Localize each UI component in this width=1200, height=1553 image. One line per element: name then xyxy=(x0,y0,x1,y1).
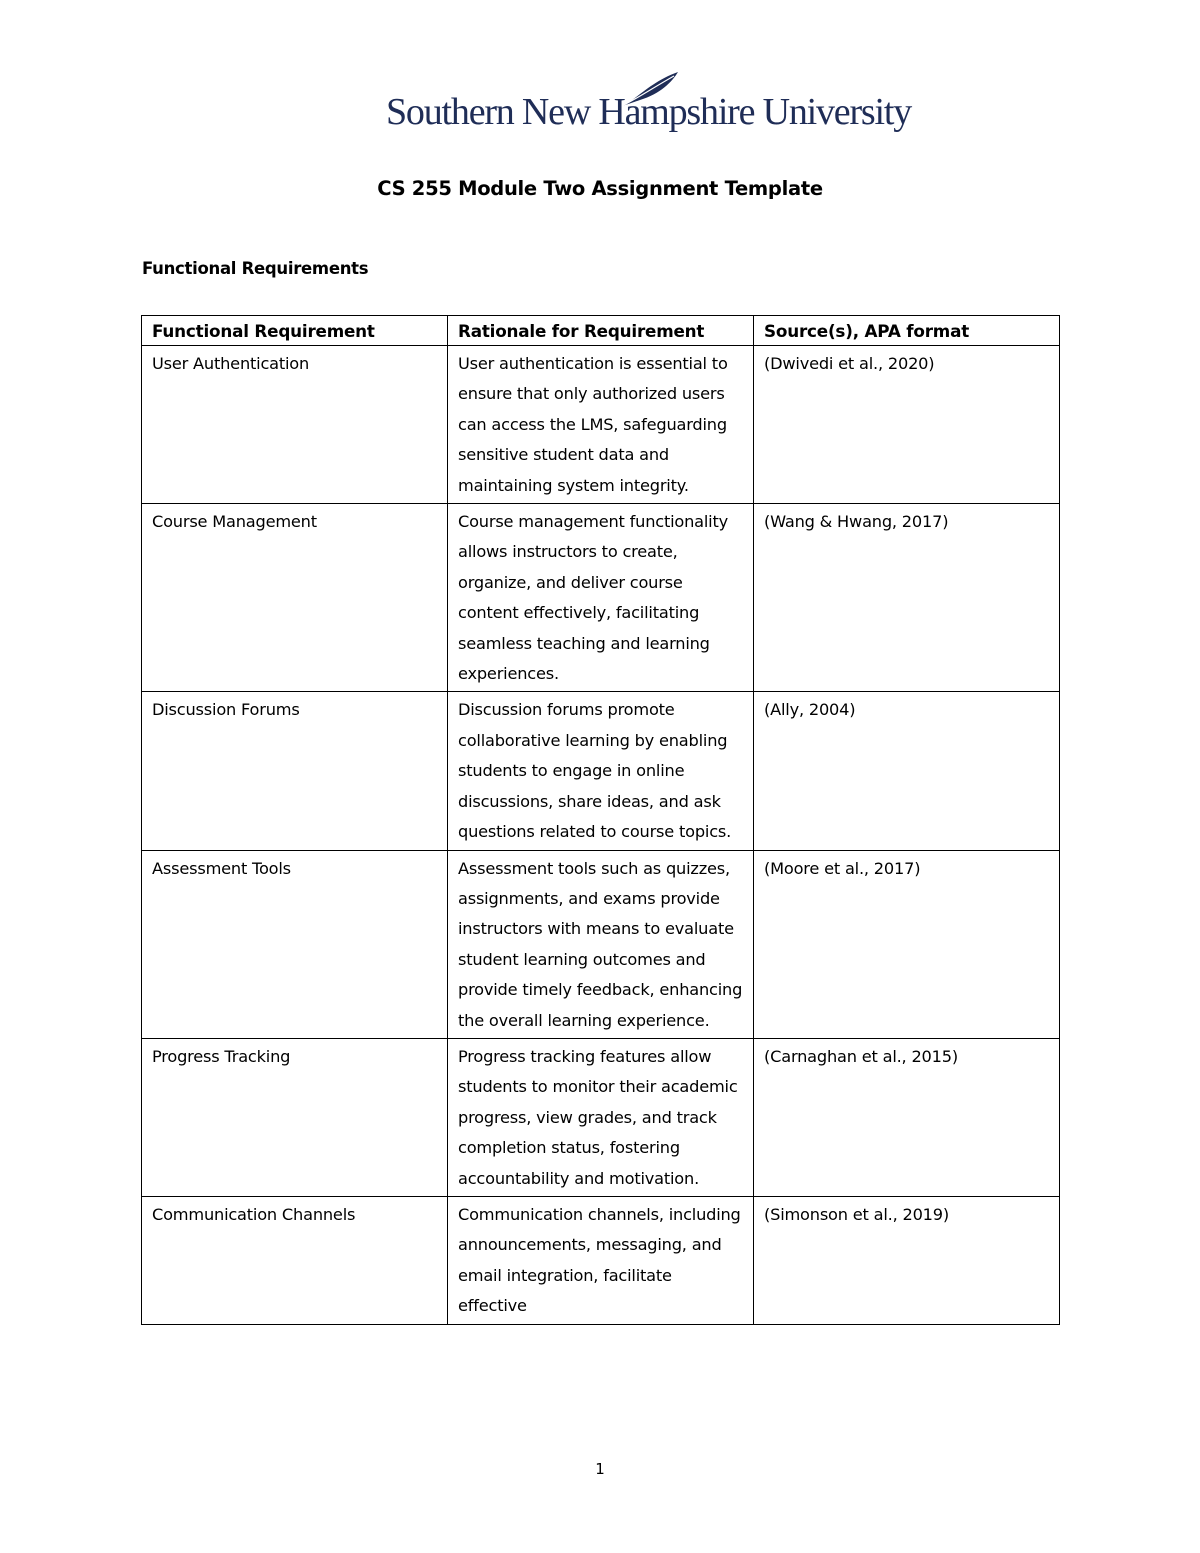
rationale-cell: Communication channels, including announcements, messaging, and email integration, facilitate effective xyxy=(448,1196,754,1324)
column-header: Rationale for Requirement xyxy=(448,316,754,346)
table-row xyxy=(142,692,1060,850)
logo-wordmark: Southern New Hampshire University xyxy=(386,91,912,133)
source-cell: (Carnaghan et al., 2015) xyxy=(754,1038,1060,1196)
rationale-cell: User authentication is essential to ensure that only authorized users can access the LMS, safeguarding sensitive student data and maintaining system integrity. xyxy=(448,346,754,504)
requirement-cell: Discussion Forums xyxy=(142,692,448,850)
source-cell: (Moore et al., 2017) xyxy=(754,850,1060,1038)
table-row xyxy=(142,1196,1060,1324)
requirement-cell: Progress Tracking xyxy=(142,1038,448,1196)
requirement-cell: Assessment Tools xyxy=(142,850,448,1038)
source-cell: (Simonson et al., 2019) xyxy=(754,1196,1060,1324)
table-header-row xyxy=(142,316,1060,346)
page-title: CS 255 Module Two Assignment Template xyxy=(377,177,823,200)
table-row xyxy=(142,1038,1060,1196)
rationale-cell: Assessment tools such as quizzes, assignments, and exams provide instructors with means to evaluate student learning outcomes and provide timely feedback, enhancing the overall learning experience. xyxy=(448,850,754,1038)
table-row xyxy=(142,850,1060,1038)
source-cell: (Dwivedi et al., 2020) xyxy=(754,346,1060,504)
requirements-table xyxy=(141,315,1060,1325)
column-header: Source(s), APA format xyxy=(754,316,1060,346)
rationale-cell: Progress tracking features allow students to monitor their academic progress, view grades, and track completion status, fostering accountability and motivation. xyxy=(448,1038,754,1196)
requirement-cell: User Authentication xyxy=(142,346,448,504)
source-cell: (Wang & Hwang, 2017) xyxy=(754,504,1060,692)
requirement-cell: Course Management xyxy=(142,504,448,692)
university-logo xyxy=(386,70,912,136)
rationale-cell: Course management functionality allows instructors to create, organize, and deliver course content effectively, facilitating seamless teaching and learning experiences. xyxy=(448,504,754,692)
table-row xyxy=(142,504,1060,692)
page-number: 1 xyxy=(595,1460,605,1478)
table-row xyxy=(142,346,1060,504)
source-cell: (Ally, 2004) xyxy=(754,692,1060,850)
column-header: Functional Requirement xyxy=(142,316,448,346)
section-heading: Functional Requirements xyxy=(142,259,369,278)
rationale-cell: Discussion forums promote collaborative learning by enabling students to engage in online discussions, share ideas, and ask questions related to course topics. xyxy=(448,692,754,850)
requirement-cell: Communication Channels xyxy=(142,1196,448,1324)
